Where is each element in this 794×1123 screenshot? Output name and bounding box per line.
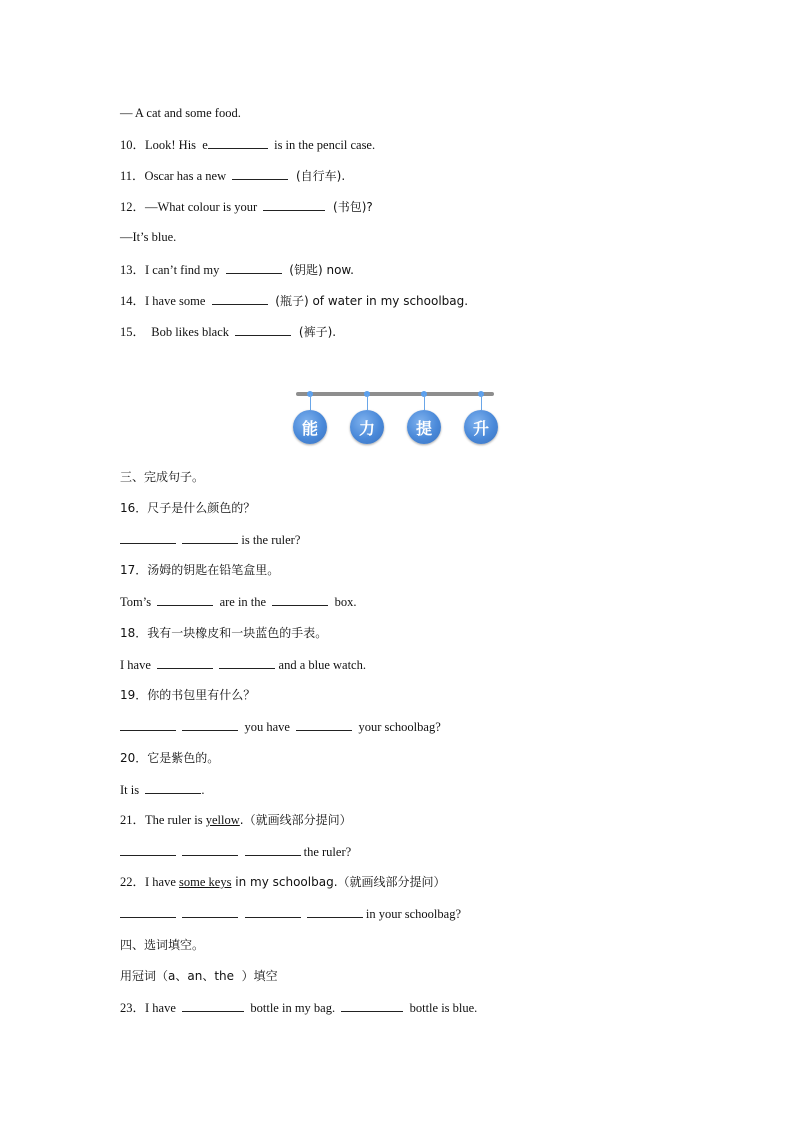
question-13	[120, 261, 354, 278]
text: It is	[120, 783, 146, 797]
answer-blank[interactable]	[120, 718, 176, 731]
section-4-heading	[120, 937, 204, 953]
banner-stem	[310, 394, 311, 410]
text: 10．Look! His e	[120, 138, 208, 152]
underlined-word: some keys	[179, 875, 232, 889]
text: (裤子).	[291, 325, 337, 339]
banner-stem	[367, 394, 368, 410]
question-12-answer	[120, 229, 176, 245]
answer-blank[interactable]	[157, 656, 213, 669]
text: in your schoolbag?	[362, 907, 461, 921]
text: 17．汤姆的钥匙在铅笔盒里。	[120, 563, 280, 577]
text: 16．尺子是什么颜色的？	[120, 501, 256, 515]
question-16-answer	[120, 531, 300, 548]
answer-blank[interactable]	[182, 531, 238, 544]
answer-blank[interactable]	[341, 999, 403, 1012]
answer-blank[interactable]	[120, 905, 176, 918]
text: 15． Bob likes black	[120, 325, 236, 339]
question-21-prompt	[120, 812, 352, 828]
text: your schoolbag?	[352, 720, 441, 734]
text: and a blue watch.	[275, 658, 366, 672]
answer-blank[interactable]	[182, 905, 238, 918]
text: 19．你的书包里有什么？	[120, 688, 256, 702]
text: the ruler?	[300, 845, 352, 859]
answer-blank[interactable]	[182, 843, 238, 856]
question-22-answer	[120, 905, 461, 922]
answer-blank[interactable]	[232, 167, 288, 180]
answer-blank[interactable]	[182, 999, 244, 1012]
text: Tom’s	[120, 595, 158, 609]
text: 23．I have	[120, 1001, 183, 1015]
answer-blank[interactable]	[120, 531, 176, 544]
question-17-prompt	[120, 562, 279, 578]
question-19-answer	[120, 718, 441, 735]
text: .（就画线部分提问）	[239, 813, 352, 827]
text: (瓶子) of water in my schoolbag.	[267, 294, 469, 308]
question-18-prompt	[120, 625, 327, 641]
banner-badge-3: 提	[407, 410, 441, 444]
text: 18．我有一块橡皮和一块蓝色的手表。	[120, 626, 328, 640]
question-12	[120, 198, 373, 215]
question-17-answer	[120, 593, 356, 610]
text: you have	[238, 720, 297, 734]
question-23	[120, 999, 477, 1016]
text: (自行车).	[288, 169, 346, 183]
text: 20．它是紫色的。	[120, 751, 220, 765]
text: 四、选词填空。	[120, 938, 205, 952]
question-15	[120, 323, 336, 340]
text: I have	[120, 658, 158, 672]
answer-blank[interactable]	[212, 292, 268, 305]
section-3-heading	[120, 469, 204, 485]
answer-blank[interactable]	[208, 136, 268, 149]
answer-line	[120, 105, 241, 121]
answer-blank[interactable]	[226, 261, 282, 274]
question-20-answer	[120, 781, 204, 798]
text: in my schoolbag.（就画线部分提问）	[231, 875, 446, 889]
text: (钥匙) now.	[281, 263, 354, 277]
question-21-answer	[120, 843, 351, 860]
answer-blank[interactable]	[245, 905, 301, 918]
banner-badge-4: 升	[464, 410, 498, 444]
text: .	[201, 783, 205, 797]
text: 用冠词（a、an、the ）填空	[120, 969, 278, 983]
text: 14．I have some	[120, 294, 212, 308]
question-16-prompt	[120, 500, 255, 516]
answer-blank[interactable]	[182, 718, 238, 731]
answer-blank[interactable]	[145, 781, 201, 794]
answer-blank[interactable]	[296, 718, 352, 731]
question-18-answer	[120, 656, 366, 673]
banner-badge-2: 力	[350, 410, 384, 444]
text: 13．I can’t find my	[120, 263, 226, 277]
answer-blank[interactable]	[235, 323, 291, 336]
ability-banner	[290, 390, 500, 450]
text: is in the pencil case.	[267, 138, 376, 152]
text: 三、完成句子。	[120, 470, 205, 484]
question-10	[120, 136, 375, 153]
text: are in the	[213, 595, 273, 609]
text: (书包)?	[325, 200, 373, 214]
section-4-subheading	[120, 968, 278, 984]
answer-blank[interactable]	[157, 593, 213, 606]
answer-blank[interactable]	[219, 656, 275, 669]
text: 12．—What colour is your	[120, 200, 264, 214]
text: bottle in my bag.	[244, 1001, 342, 1015]
question-11	[120, 167, 345, 184]
banner-badge-1: 能	[293, 410, 327, 444]
banner-stem	[424, 394, 425, 410]
answer-blank[interactable]	[120, 843, 176, 856]
text: 21．The ruler is	[120, 813, 206, 827]
text: 22．I have	[120, 875, 180, 889]
answer-blank[interactable]	[272, 593, 328, 606]
answer-blank[interactable]	[307, 905, 363, 918]
text: bottle is blue.	[403, 1001, 478, 1015]
question-20-prompt	[120, 750, 219, 766]
text: is the ruler?	[238, 533, 301, 547]
text: —It’s blue.	[120, 230, 177, 244]
question-14	[120, 292, 468, 309]
banner-stem	[481, 394, 482, 410]
answer-blank[interactable]	[245, 843, 301, 856]
banner-bar	[296, 392, 494, 396]
answer-blank[interactable]	[263, 198, 325, 211]
text: — A cat and some food.	[120, 106, 241, 120]
text: box.	[328, 595, 357, 609]
text: 11．Oscar has a new	[120, 169, 233, 183]
underlined-word: yellow	[205, 813, 240, 827]
question-19-prompt	[120, 687, 255, 703]
question-22-prompt	[120, 874, 446, 890]
